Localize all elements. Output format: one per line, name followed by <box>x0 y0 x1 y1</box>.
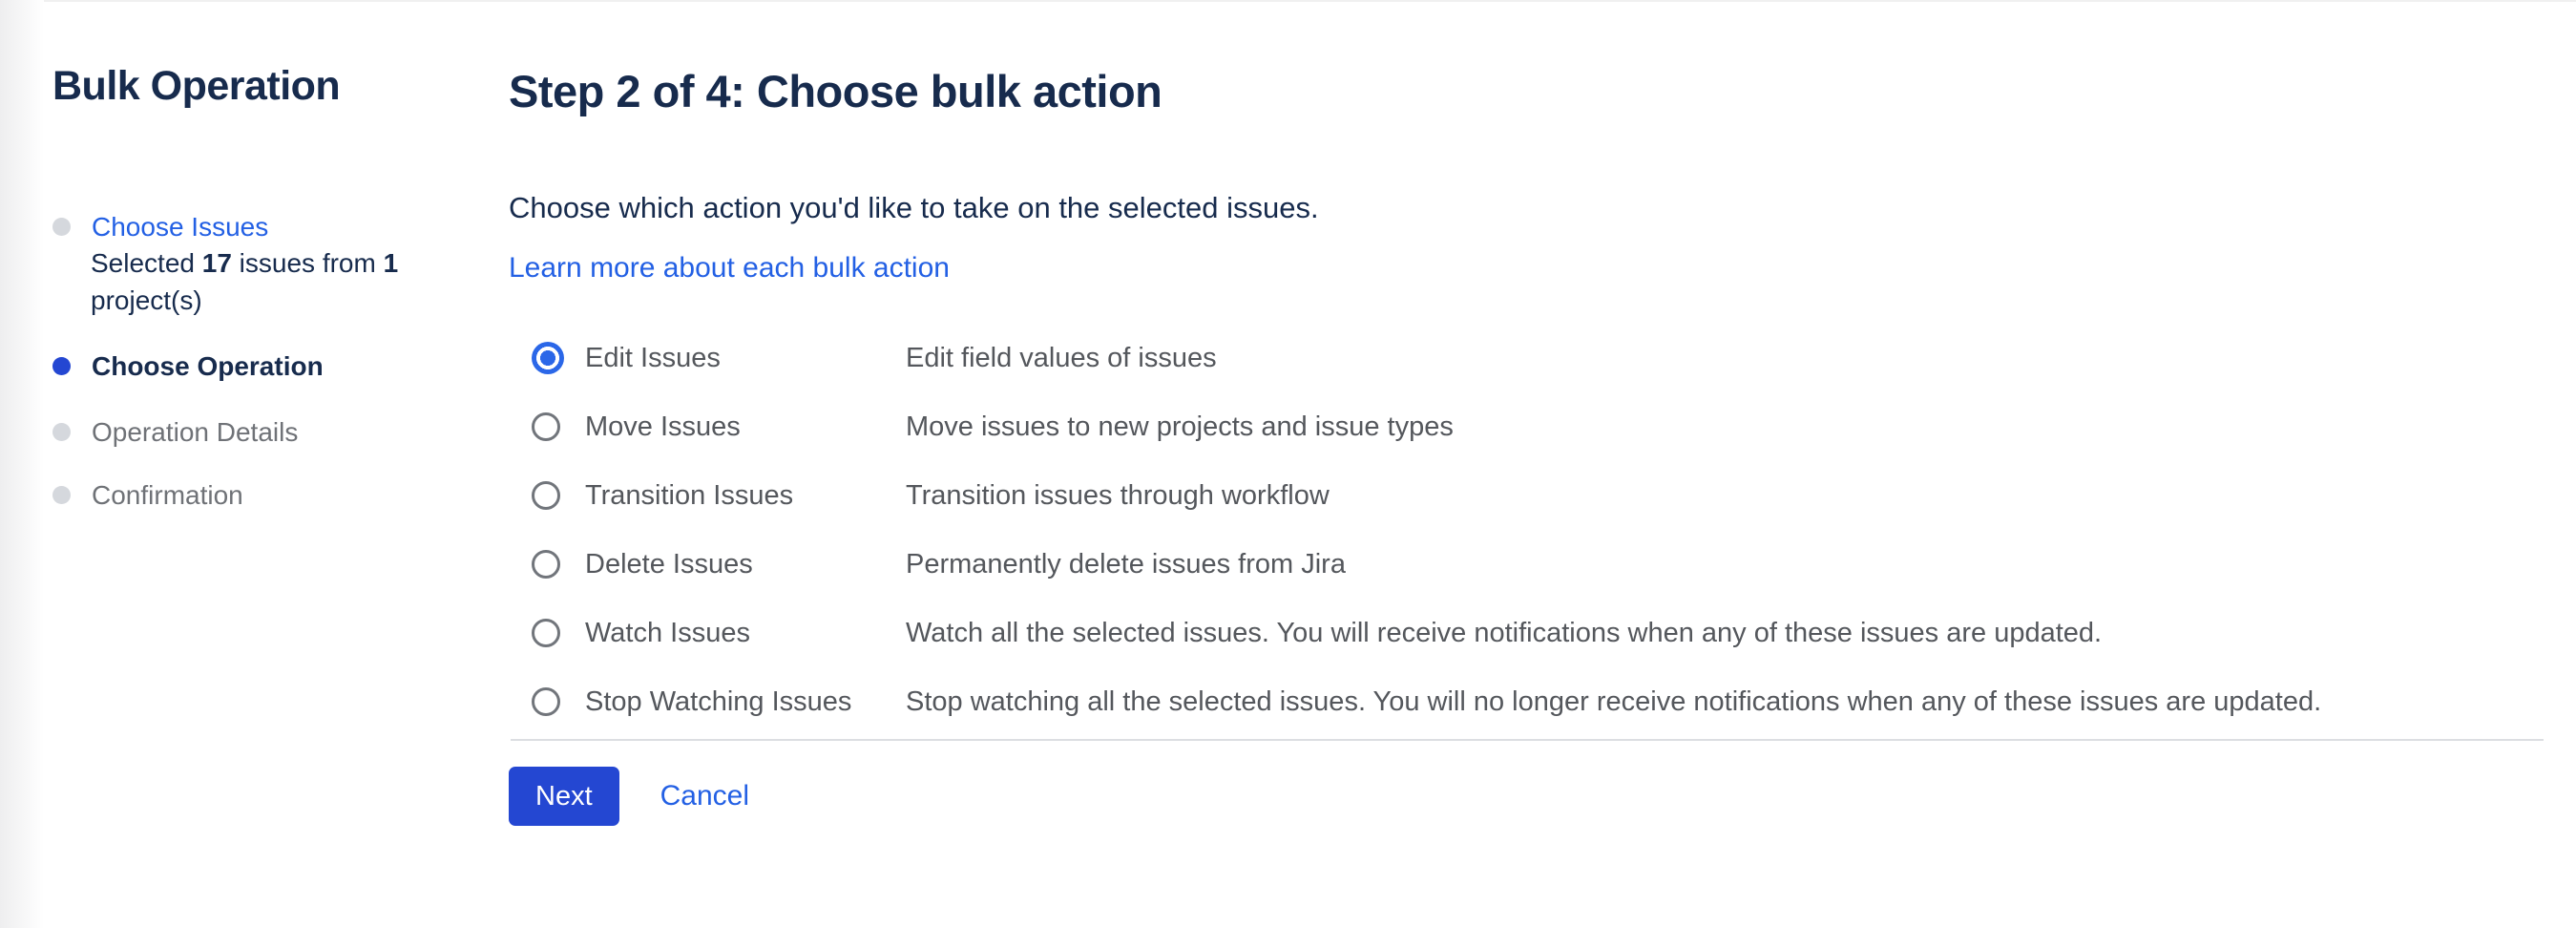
selected-issues-summary <box>91 244 444 319</box>
summary-issue-count: 17 <box>201 248 232 278</box>
option-row-transition-issues[interactable] <box>532 461 2544 530</box>
bulk-action-options <box>532 324 2544 736</box>
option-row-watch-issues[interactable] <box>532 599 2544 667</box>
step-label-choose-operation: Choose Operation <box>92 351 324 381</box>
learn-more-link[interactable]: Learn more about each bulk action <box>509 252 950 284</box>
option-description: Transition issues through workflow <box>906 479 1330 511</box>
option-label[interactable]: Watch Issues <box>585 617 750 648</box>
summary-prefix: Selected <box>91 248 202 278</box>
radio-selected-icon[interactable] <box>532 342 564 374</box>
step-bullet-active-icon <box>52 357 71 375</box>
option-description: Move issues to new projects and issue types <box>906 411 1454 442</box>
step-item-confirmation <box>52 478 243 513</box>
option-label[interactable]: Transition Issues <box>585 479 794 511</box>
step-label-confirmation: Confirmation <box>92 480 243 510</box>
summary-middle: issues from <box>231 248 384 278</box>
step-bullet-upcoming-icon <box>52 423 71 441</box>
option-description: Edit field values of issues <box>906 342 1217 373</box>
option-description: Watch all the selected issues. You will receive notifications when any of these issues are updated. <box>906 617 2103 648</box>
option-description: Permanently delete issues from Jira <box>906 548 1346 580</box>
radio-unselected-icon[interactable] <box>532 619 560 647</box>
radio-unselected-icon[interactable] <box>532 481 560 510</box>
top-hairline <box>0 0 2576 2</box>
radio-unselected-icon[interactable] <box>532 550 560 579</box>
wizard-actions <box>509 767 749 826</box>
next-button[interactable]: Next <box>509 767 619 826</box>
step-bullet-upcoming-icon <box>52 486 71 504</box>
step-item-choose-issues[interactable] <box>52 210 268 244</box>
option-row-stop-watching-issues[interactable] <box>532 667 2544 736</box>
summary-project-count: 1 <box>383 248 399 278</box>
option-row-delete-issues[interactable] <box>532 530 2544 599</box>
page-title: Step 2 of 4: Choose bulk action <box>509 66 1162 116</box>
option-label[interactable]: Stop Watching Issues <box>585 685 852 717</box>
step-bullet-done-icon <box>52 218 71 236</box>
option-label[interactable]: Edit Issues <box>585 342 721 373</box>
option-label[interactable]: Delete Issues <box>585 548 753 580</box>
description-text: Choose which action you'd like to take on the selected issues. <box>509 191 1319 224</box>
step-item-operation-details <box>52 415 298 450</box>
option-label[interactable]: Move Issues <box>585 411 741 442</box>
option-row-move-issues[interactable] <box>532 392 2544 461</box>
summary-suffix: project(s) <box>91 285 202 315</box>
divider <box>511 739 2544 741</box>
radio-unselected-icon[interactable] <box>532 687 560 716</box>
step-item-choose-operation <box>52 349 324 384</box>
step-label-operation-details: Operation Details <box>92 417 299 447</box>
cancel-link[interactable]: Cancel <box>660 780 750 812</box>
wizard-title: Bulk Operation <box>52 63 341 109</box>
option-row-edit-issues[interactable] <box>532 324 2544 392</box>
left-edge-gradient <box>0 0 44 928</box>
radio-unselected-icon[interactable] <box>532 412 560 441</box>
option-description: Stop watching all the selected issues. You will no longer receive notifications when any of these issues are updated. <box>906 685 2322 717</box>
step-label-choose-issues[interactable]: Choose Issues <box>92 212 269 242</box>
